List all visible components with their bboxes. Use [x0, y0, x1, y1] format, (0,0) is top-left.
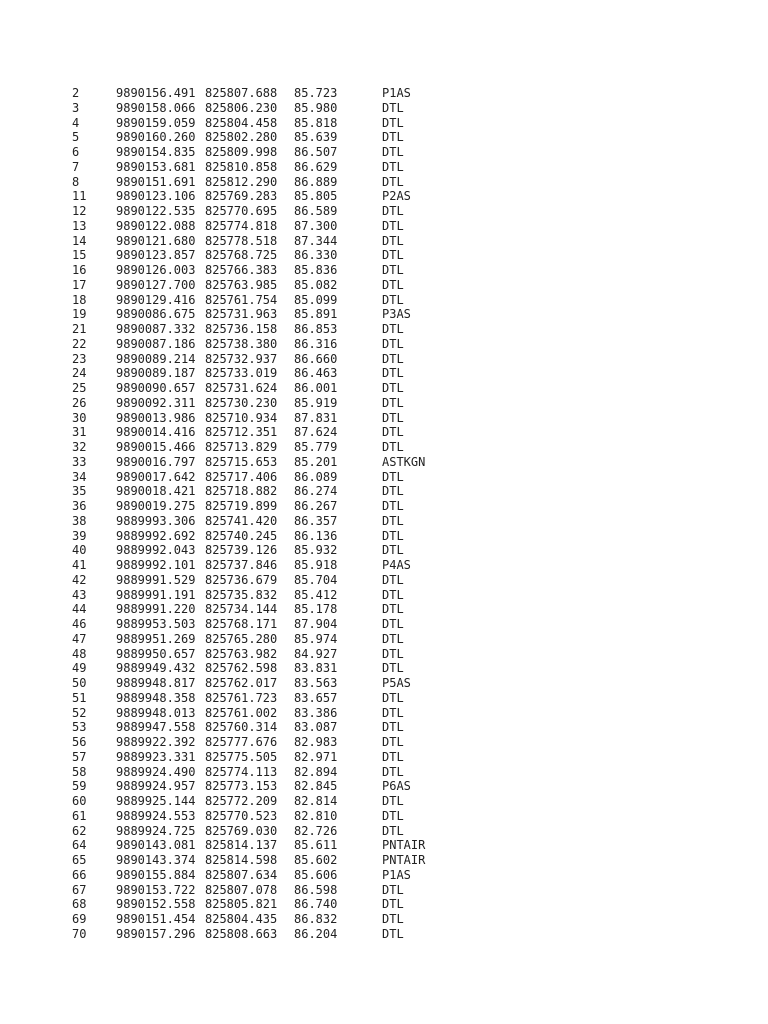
point-id: 12 [72, 204, 87, 218]
northing-value: 9890087.332 [116, 322, 196, 336]
northing-value: 9889924.490 [116, 764, 196, 779]
point-id: 2 [72, 86, 80, 100]
easting-value: 825740.245 [205, 528, 278, 543]
elevation-value: 87.624 [294, 425, 338, 440]
northing-value: 9890152.558 [116, 897, 196, 912]
point-code: P6AS [382, 779, 411, 794]
point-id: 24 [72, 366, 87, 381]
point-id: 59 [72, 779, 87, 794]
easting-value: 825766.383 [205, 263, 278, 277]
easting-value: 825772.209 [205, 794, 278, 808]
northing-value: 9889992.043 [116, 543, 196, 558]
point-code: DTL [382, 484, 404, 499]
elevation-value: 86.330 [294, 248, 338, 263]
northing-value: 9890160.260 [116, 130, 196, 145]
point-code: DTL [382, 926, 404, 941]
point-code: DTL [382, 204, 404, 218]
point-id: 67 [72, 882, 87, 897]
northing-value: 9890129.416 [116, 292, 196, 307]
point-code: DTL [382, 735, 404, 749]
northing-value: 9890121.680 [116, 233, 196, 248]
point-id: 33 [72, 454, 87, 469]
point-code: DTL [382, 322, 404, 336]
point-id: 23 [72, 351, 87, 366]
easting-value: 825809.998 [205, 145, 278, 159]
point-id: 31 [72, 425, 87, 440]
elevation-value: 85.974 [294, 631, 338, 646]
elevation-value: 85.412 [294, 587, 338, 602]
point-code: DTL [382, 705, 404, 720]
easting-value: 825814.137 [205, 838, 278, 853]
easting-value: 825814.598 [205, 853, 278, 867]
point-code: DTL [382, 764, 404, 779]
northing-value: 9890159.059 [116, 115, 196, 130]
northing-value: 9889991.220 [116, 602, 196, 617]
easting-value: 825719.899 [205, 499, 278, 513]
easting-value: 825736.679 [205, 572, 278, 587]
point-id: 51 [72, 690, 87, 705]
point-id: 7 [72, 159, 80, 174]
elevation-value: 82.971 [294, 749, 338, 764]
easting-value: 825777.676 [205, 735, 278, 749]
elevation-value: 85.805 [294, 189, 338, 204]
point-id: 43 [72, 587, 87, 602]
northing-value: 9890153.722 [116, 882, 196, 897]
point-code: DTL [382, 336, 404, 351]
point-code: DTL [382, 159, 404, 174]
easting-value: 825763.985 [205, 277, 278, 292]
point-id: 62 [72, 823, 87, 838]
easting-value: 825773.153 [205, 779, 278, 794]
point-code: DTL [382, 882, 404, 897]
elevation-value: 86.740 [294, 897, 338, 912]
point-id: 34 [72, 469, 87, 484]
point-code: DTL [382, 897, 404, 912]
elevation-value: 85.082 [294, 277, 338, 292]
northing-value: 9889992.101 [116, 558, 196, 572]
elevation-value: 85.932 [294, 543, 338, 558]
easting-value: 825761.723 [205, 690, 278, 705]
elevation-value: 82.983 [294, 735, 338, 749]
point-id: 60 [72, 794, 87, 808]
elevation-value: 86.136 [294, 528, 338, 543]
elevation-value: 87.831 [294, 410, 338, 425]
elevation-value: 82.814 [294, 794, 338, 808]
northing-value: 9889948.817 [116, 676, 196, 690]
easting-value: 825734.144 [205, 602, 278, 617]
point-id: 18 [72, 292, 87, 307]
elevation-value: 86.598 [294, 882, 338, 897]
easting-value: 825770.523 [205, 808, 278, 823]
point-id: 16 [72, 263, 87, 277]
point-id: 32 [72, 440, 87, 454]
point-code: DTL [382, 115, 404, 130]
northing-value: 9889924.725 [116, 823, 196, 838]
elevation-value: 85.099 [294, 292, 338, 307]
northing-value: 9890143.374 [116, 853, 196, 867]
northing-value: 9889953.503 [116, 617, 196, 631]
point-id: 47 [72, 631, 87, 646]
point-id: 50 [72, 676, 87, 690]
elevation-value: 82.810 [294, 808, 338, 823]
elevation-value: 85.178 [294, 602, 338, 617]
northing-value: 9890155.884 [116, 867, 196, 882]
point-code: P2AS [382, 189, 411, 204]
point-code: DTL [382, 499, 404, 513]
northing-value: 9889992.692 [116, 528, 196, 543]
point-id: 5 [72, 130, 80, 145]
elevation-value: 86.274 [294, 484, 338, 499]
northing-value: 9890017.642 [116, 469, 196, 484]
northing-value: 9890151.691 [116, 174, 196, 189]
point-code: P3AS [382, 307, 411, 322]
elevation-value: 83.657 [294, 690, 338, 705]
easting-value: 825807.078 [205, 882, 278, 897]
point-id: 13 [72, 218, 87, 233]
easting-value: 825807.634 [205, 867, 278, 882]
point-code: P5AS [382, 676, 411, 690]
point-code: DTL [382, 218, 404, 233]
point-code: DTL [382, 145, 404, 159]
northing-value: 9889949.432 [116, 661, 196, 676]
point-code: ASTKGN [382, 454, 426, 469]
easting-value: 825730.230 [205, 395, 278, 410]
point-code: DTL [382, 543, 404, 558]
point-code: DTL [382, 912, 404, 926]
northing-value: 9890092.311 [116, 395, 196, 410]
point-code: DTL [382, 646, 404, 661]
point-id: 26 [72, 395, 87, 410]
elevation-value: 86.629 [294, 159, 338, 174]
northing-value: 9890087.186 [116, 336, 196, 351]
northing-value: 9889991.529 [116, 572, 196, 587]
easting-value: 825804.435 [205, 912, 278, 926]
point-id: 25 [72, 381, 87, 395]
point-code: DTL [382, 602, 404, 617]
point-id: 17 [72, 277, 87, 292]
point-code: DTL [382, 233, 404, 248]
point-id: 41 [72, 558, 87, 572]
point-id: 65 [72, 853, 87, 867]
point-code: DTL [382, 794, 404, 808]
easting-value: 825774.818 [205, 218, 278, 233]
northing-value: 9890122.535 [116, 204, 196, 218]
northing-value: 9890089.187 [116, 366, 196, 381]
easting-value: 825739.126 [205, 543, 278, 558]
point-id: 68 [72, 897, 87, 912]
northing-value: 9890016.797 [116, 454, 196, 469]
point-id: 49 [72, 661, 87, 676]
northing-value: 9890122.088 [116, 218, 196, 233]
point-code: PNTAIR [382, 853, 426, 867]
point-id: 61 [72, 808, 87, 823]
easting-value: 825710.934 [205, 410, 278, 425]
point-code: DTL [382, 263, 404, 277]
easting-value: 825810.858 [205, 159, 278, 174]
point-id: 48 [72, 646, 87, 661]
easting-value: 825731.963 [205, 307, 278, 322]
easting-value: 825807.688 [205, 86, 278, 100]
northing-value: 9889924.553 [116, 808, 196, 823]
point-id: 8 [72, 174, 80, 189]
point-code: P1AS [382, 86, 411, 100]
northing-value: 9890090.657 [116, 381, 196, 395]
elevation-value: 85.201 [294, 454, 338, 469]
point-code: DTL [382, 749, 404, 764]
point-code: DTL [382, 440, 404, 454]
elevation-value: 86.267 [294, 499, 338, 513]
easting-value: 825715.653 [205, 454, 278, 469]
elevation-value: 86.204 [294, 926, 338, 941]
easting-value: 825775.505 [205, 749, 278, 764]
northing-value: 9889948.013 [116, 705, 196, 720]
elevation-value: 87.904 [294, 617, 338, 631]
elevation-value: 86.357 [294, 513, 338, 528]
easting-value: 825738.380 [205, 336, 278, 351]
point-code: DTL [382, 587, 404, 602]
point-id: 14 [72, 233, 87, 248]
point-id: 40 [72, 543, 87, 558]
easting-value: 825763.982 [205, 646, 278, 661]
point-id: 57 [72, 749, 87, 764]
easting-value: 825769.283 [205, 189, 278, 204]
point-id: 19 [72, 307, 87, 322]
point-id: 38 [72, 513, 87, 528]
elevation-value: 85.818 [294, 115, 338, 130]
elevation-value: 86.507 [294, 145, 338, 159]
northing-value: 9890089.214 [116, 351, 196, 366]
point-code: DTL [382, 381, 404, 395]
elevation-value: 85.891 [294, 307, 338, 322]
point-id: 66 [72, 867, 87, 882]
easting-value: 825768.725 [205, 248, 278, 263]
elevation-value: 84.927 [294, 646, 338, 661]
easting-value: 825741.420 [205, 513, 278, 528]
point-id: 22 [72, 336, 87, 351]
northing-value: 9889922.392 [116, 735, 196, 749]
elevation-value: 86.589 [294, 204, 338, 218]
point-id: 11 [72, 189, 87, 204]
easting-value: 825737.846 [205, 558, 278, 572]
elevation-value: 83.563 [294, 676, 338, 690]
northing-value: 9889951.269 [116, 631, 196, 646]
easting-value: 825765.280 [205, 631, 278, 646]
elevation-value: 86.463 [294, 366, 338, 381]
point-id: 15 [72, 248, 87, 263]
point-code: DTL [382, 617, 404, 631]
easting-value: 825735.832 [205, 587, 278, 602]
elevation-value: 85.704 [294, 572, 338, 587]
elevation-value: 86.660 [294, 351, 338, 366]
northing-value: 9890123.857 [116, 248, 196, 263]
point-id: 56 [72, 735, 87, 749]
northing-value: 9889948.358 [116, 690, 196, 705]
elevation-value: 86.889 [294, 174, 338, 189]
easting-value: 825778.518 [205, 233, 278, 248]
point-code: P4AS [382, 558, 411, 572]
elevation-value: 85.836 [294, 263, 338, 277]
point-id: 3 [72, 100, 80, 115]
point-id: 21 [72, 322, 87, 336]
elevation-value: 87.344 [294, 233, 338, 248]
northing-value: 9890127.700 [116, 277, 196, 292]
elevation-value: 85.639 [294, 130, 338, 145]
point-code: DTL [382, 130, 404, 145]
easting-value: 825713.829 [205, 440, 278, 454]
northing-value: 9889924.957 [116, 779, 196, 794]
point-code: DTL [382, 513, 404, 528]
point-id: 36 [72, 499, 87, 513]
easting-value: 825812.290 [205, 174, 278, 189]
elevation-value: 85.919 [294, 395, 338, 410]
easting-value: 825768.171 [205, 617, 278, 631]
point-id: 64 [72, 838, 87, 853]
elevation-value: 86.001 [294, 381, 338, 395]
northing-value: 9889991.191 [116, 587, 196, 602]
easting-value: 825805.821 [205, 897, 278, 912]
northing-value: 9890086.675 [116, 307, 196, 322]
easting-value: 825717.406 [205, 469, 278, 484]
northing-value: 9890158.066 [116, 100, 196, 115]
easting-value: 825761.002 [205, 705, 278, 720]
point-id: 4 [72, 115, 80, 130]
elevation-value: 83.087 [294, 720, 338, 735]
easting-value: 825761.754 [205, 292, 278, 307]
easting-value: 825733.019 [205, 366, 278, 381]
point-code: DTL [382, 248, 404, 263]
elevation-value: 85.779 [294, 440, 338, 454]
easting-value: 825808.663 [205, 926, 278, 941]
easting-value: 825762.017 [205, 676, 278, 690]
point-id: 58 [72, 764, 87, 779]
northing-value: 9889993.306 [116, 513, 196, 528]
easting-value: 825770.695 [205, 204, 278, 218]
northing-value: 9889947.558 [116, 720, 196, 735]
northing-value: 9889925.144 [116, 794, 196, 808]
point-id: 52 [72, 705, 87, 720]
elevation-value: 82.894 [294, 764, 338, 779]
elevation-value: 82.845 [294, 779, 338, 794]
elevation-value: 87.300 [294, 218, 338, 233]
point-code: DTL [382, 808, 404, 823]
point-code: PNTAIR [382, 838, 426, 853]
elevation-value: 85.980 [294, 100, 338, 115]
point-id: 69 [72, 912, 87, 926]
point-code: P1AS [382, 867, 411, 882]
point-code: DTL [382, 720, 404, 735]
northing-value: 9890153.681 [116, 159, 196, 174]
northing-value: 9890013.986 [116, 410, 196, 425]
easting-value: 825804.458 [205, 115, 278, 130]
point-code: DTL [382, 100, 404, 115]
point-code: DTL [382, 690, 404, 705]
point-id: 35 [72, 484, 87, 499]
northing-value: 9890019.275 [116, 499, 196, 513]
elevation-value: 85.602 [294, 853, 338, 867]
northing-value: 9890154.835 [116, 145, 196, 159]
northing-value: 9890143.081 [116, 838, 196, 853]
point-id: 42 [72, 572, 87, 587]
elevation-value: 86.089 [294, 469, 338, 484]
point-id: 30 [72, 410, 87, 425]
point-code: DTL [382, 174, 404, 189]
point-id: 6 [72, 145, 80, 159]
elevation-value: 83.386 [294, 705, 338, 720]
northing-value: 9890157.296 [116, 926, 196, 941]
point-id: 46 [72, 617, 87, 631]
easting-value: 825762.598 [205, 661, 278, 676]
point-code: DTL [382, 572, 404, 587]
point-code: DTL [382, 395, 404, 410]
northing-value: 9890126.003 [116, 263, 196, 277]
northing-value: 9890151.454 [116, 912, 196, 926]
point-code: DTL [382, 366, 404, 381]
northing-value: 9890018.421 [116, 484, 196, 499]
northing-value: 9890156.491 [116, 86, 196, 100]
point-code: DTL [382, 631, 404, 646]
easting-value: 825769.030 [205, 823, 278, 838]
point-code: DTL [382, 823, 404, 838]
point-id: 44 [72, 602, 87, 617]
elevation-value: 83.831 [294, 661, 338, 676]
easting-value: 825802.280 [205, 130, 278, 145]
elevation-value: 86.832 [294, 912, 338, 926]
elevation-value: 85.611 [294, 838, 338, 853]
easting-value: 825760.314 [205, 720, 278, 735]
northing-value: 9889923.331 [116, 749, 196, 764]
easting-value: 825732.937 [205, 351, 278, 366]
point-code: DTL [382, 469, 404, 484]
elevation-value: 85.918 [294, 558, 338, 572]
easting-value: 825712.351 [205, 425, 278, 440]
point-id: 70 [72, 926, 87, 941]
point-code: DTL [382, 528, 404, 543]
easting-value: 825774.113 [205, 764, 278, 779]
point-code: DTL [382, 661, 404, 676]
elevation-value: 86.853 [294, 322, 338, 336]
elevation-value: 86.316 [294, 336, 338, 351]
point-code: DTL [382, 351, 404, 366]
easting-value: 825806.230 [205, 100, 278, 115]
easting-value: 825736.158 [205, 322, 278, 336]
point-code: DTL [382, 292, 404, 307]
elevation-value: 85.606 [294, 867, 338, 882]
easting-value: 825731.624 [205, 381, 278, 395]
elevation-value: 85.723 [294, 86, 338, 100]
northing-value: 9890015.466 [116, 440, 196, 454]
point-code: DTL [382, 277, 404, 292]
elevation-value: 82.726 [294, 823, 338, 838]
northing-value: 9890014.416 [116, 425, 196, 440]
point-code: DTL [382, 425, 404, 440]
point-code: DTL [382, 410, 404, 425]
point-id: 53 [72, 720, 87, 735]
northing-value: 9890123.106 [116, 189, 196, 204]
point-id: 39 [72, 528, 87, 543]
easting-value: 825718.882 [205, 484, 278, 499]
northing-value: 9889950.657 [116, 646, 196, 661]
